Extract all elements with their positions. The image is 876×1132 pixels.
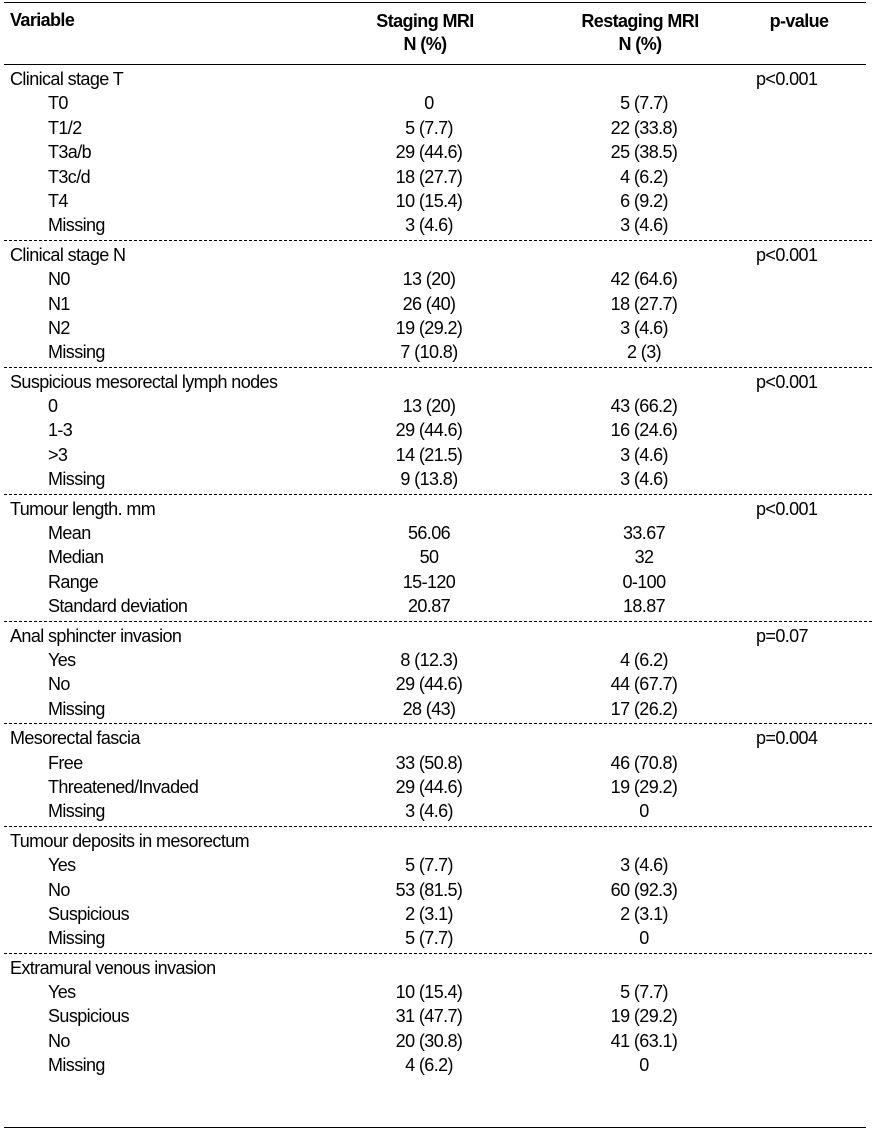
staging-value: 5 (7.7): [405, 928, 453, 949]
row-category: Missing: [48, 342, 105, 363]
table-row: [4, 853, 872, 877]
header-variable: Variable: [10, 10, 75, 30]
restaging-value: 2 (3): [626, 342, 661, 363]
restaging-value: 3 (4.6): [620, 444, 668, 465]
header-staging-title: Staging MRI: [376, 11, 474, 31]
restaging-value: 4 (6.2): [620, 649, 668, 670]
staging-value: 26 (40): [402, 293, 456, 314]
variable-group: [4, 495, 872, 622]
row-category: 1-3: [48, 420, 73, 441]
row-category: Yes: [48, 649, 76, 670]
table-row: [4, 1029, 872, 1053]
row-category: N2: [48, 317, 70, 338]
restaging-value: 60 (92.3): [610, 879, 678, 900]
table-row: [4, 340, 872, 364]
group-p-value: p<0.001: [756, 371, 818, 392]
restaging-value: 19 (29.2): [610, 776, 678, 797]
table-row: [4, 545, 872, 569]
restaging-value: 22 (33.8): [610, 117, 678, 138]
staging-value: 3 (4.6): [405, 801, 453, 822]
header-restaging-mri: [560, 10, 720, 56]
staging-value: 33 (50.8): [395, 752, 463, 773]
restaging-value: 0: [639, 928, 649, 949]
group-label: Clinical stage N: [10, 244, 126, 265]
staging-value: 28 (43): [402, 698, 456, 719]
restaging-value: 18 (27.7): [610, 293, 678, 314]
group-label: Tumour deposits in mesorectum: [10, 830, 250, 851]
restaging-value: 0: [639, 1055, 649, 1076]
group-label: Suspicious mesorectal lymph nodes: [10, 371, 278, 392]
group-header-row: [4, 956, 872, 980]
table-header: [0, 4, 876, 64]
staging-value: 10 (15.4): [395, 982, 463, 1003]
restaging-value: 6 (9.2): [620, 190, 668, 211]
row-category: No: [48, 1030, 70, 1051]
restaging-value: 5 (7.7): [620, 982, 668, 1003]
table-row: [4, 91, 872, 115]
staging-value: 5 (7.7): [405, 855, 453, 876]
table-row: [4, 902, 872, 926]
row-category: Suspicious: [48, 903, 130, 924]
group-p-value: p=0.004: [756, 728, 818, 749]
row-category: Missing: [48, 928, 105, 949]
restaging-value: 4 (6.2): [620, 166, 668, 187]
row-category: Yes: [48, 982, 76, 1003]
staging-value: 29 (44.6): [395, 674, 463, 695]
staging-value: 14 (21.5): [395, 444, 463, 465]
staging-value: 13 (20): [402, 269, 456, 290]
row-category: No: [48, 879, 70, 900]
restaging-value: 43 (66.2): [610, 396, 678, 417]
table-row: [4, 140, 872, 164]
row-category: Standard deviation: [48, 596, 188, 617]
table-row: [4, 775, 872, 799]
group-header-row: [4, 726, 872, 750]
restaging-value: 46 (70.8): [610, 752, 678, 773]
row-category: 0: [48, 396, 58, 417]
row-category: >3: [48, 444, 68, 465]
row-category: Range: [48, 571, 99, 592]
group-p-value: p=0.07: [756, 625, 808, 646]
table-row: [4, 267, 872, 291]
staging-value: 2 (3.1): [405, 903, 453, 924]
restaging-value: 3 (4.6): [620, 469, 668, 490]
staging-value: 31 (47.7): [395, 1006, 463, 1027]
row-category: Mean: [48, 523, 91, 544]
staging-value: 20 (30.8): [395, 1030, 463, 1051]
group-header-row: [4, 624, 872, 648]
table-row: [4, 648, 872, 672]
table-row: [4, 418, 872, 442]
table-row: [4, 1004, 872, 1028]
restaging-value: 41 (63.1): [610, 1030, 678, 1051]
table-row: [4, 521, 872, 545]
row-category: Threatened/Invaded: [48, 776, 199, 797]
group-p-value: p<0.001: [756, 69, 818, 89]
staging-value: 0: [424, 93, 434, 114]
row-category: N1: [48, 293, 70, 314]
row-category: Missing: [48, 215, 105, 236]
table-row: [4, 799, 872, 823]
row-category: T3a/b: [48, 142, 92, 163]
staging-value: 9 (13.8): [400, 469, 458, 490]
row-category: Median: [48, 547, 104, 568]
row-category: No: [48, 674, 70, 695]
table-row: [4, 116, 872, 140]
header-staging-unit: N (%): [403, 34, 447, 54]
row-category: Missing: [48, 469, 105, 490]
table-row: [4, 697, 872, 721]
row-category: Suspicious: [48, 1006, 130, 1027]
variable-group: [4, 724, 872, 827]
table-row: [4, 443, 872, 467]
restaging-value: 5 (7.7): [620, 93, 668, 114]
row-category: T4: [48, 190, 68, 211]
staging-value: 56.06: [407, 523, 451, 544]
row-category: Missing: [48, 698, 105, 719]
group-header-row: [4, 370, 872, 394]
group-header-row: [4, 829, 872, 853]
table-row: [4, 467, 872, 491]
table-row: [4, 570, 872, 594]
group-label: Clinical stage T: [10, 69, 124, 89]
row-category: Yes: [48, 855, 76, 876]
group-header-row: [4, 67, 872, 91]
restaging-value: 32: [634, 547, 654, 568]
table-top-rule: [4, 2, 866, 3]
table-row: [4, 672, 872, 696]
restaging-value: 16 (24.6): [610, 420, 678, 441]
row-category: T1/2: [48, 117, 82, 138]
staging-value: 29 (44.6): [395, 420, 463, 441]
staging-value: 29 (44.6): [395, 776, 463, 797]
restaging-value: 3 (4.6): [620, 317, 668, 338]
restaging-value: 19 (29.2): [610, 1006, 678, 1027]
staging-value: 4 (6.2): [405, 1055, 453, 1076]
restaging-value: 3 (4.6): [620, 855, 668, 876]
staging-value: 13 (20): [402, 396, 456, 417]
group-label: Mesorectal fascia: [10, 728, 140, 749]
staging-value: 10 (15.4): [395, 190, 463, 211]
table-row: [4, 394, 872, 418]
restaging-value: 42 (64.6): [610, 269, 678, 290]
table-row: [4, 980, 872, 1004]
table-row: [4, 594, 872, 618]
group-header-row: [4, 497, 872, 521]
staging-value: 7 (10.8): [400, 342, 458, 363]
staging-value: 50: [419, 547, 439, 568]
restaging-value: 2 (3.1): [620, 903, 668, 924]
table-row: [4, 316, 872, 340]
staging-value: 29 (44.6): [395, 142, 463, 163]
row-category: Free: [48, 752, 83, 773]
table-body: [0, 65, 876, 1080]
staging-value: 8 (12.3): [400, 649, 458, 670]
variable-group: [4, 954, 872, 1080]
row-category: T0: [48, 93, 68, 114]
staging-value: 3 (4.6): [405, 215, 453, 236]
table-row: [4, 292, 872, 316]
group-p-value: p<0.001: [756, 498, 818, 519]
row-category: N0: [48, 269, 70, 290]
group-p-value: p<0.001: [756, 244, 818, 265]
staging-value: 5 (7.7): [405, 117, 453, 138]
table-row: [4, 213, 872, 237]
restaging-value: 17 (26.2): [610, 698, 678, 719]
restaging-value: 18.87: [622, 596, 666, 617]
restaging-value: 3 (4.6): [620, 215, 668, 236]
table-row: [4, 751, 872, 775]
staging-value: 19 (29.2): [395, 317, 463, 338]
row-category: Missing: [48, 1055, 105, 1076]
restaging-value: 33.67: [622, 523, 666, 544]
header-restaging-unit: N (%): [618, 34, 662, 54]
variable-group: [4, 65, 872, 241]
header-restaging-title: Restaging MRI: [581, 11, 699, 31]
table-row: [4, 189, 872, 213]
variable-group: [4, 622, 872, 725]
staging-value: 20.87: [407, 596, 451, 617]
staging-value: 15-120: [402, 571, 456, 592]
staging-value: 53 (81.5): [395, 879, 463, 900]
variable-group: [4, 241, 872, 368]
row-category: Missing: [48, 801, 105, 822]
group-label: Tumour length. mm: [10, 498, 156, 519]
table-row: [4, 878, 872, 902]
restaging-value: 0-100: [622, 571, 666, 592]
restaging-value: 25 (38.5): [610, 142, 678, 163]
group-label: Extramural venous invasion: [10, 957, 216, 978]
restaging-value: 0: [639, 801, 649, 822]
table-row: [4, 165, 872, 189]
header-staging-mri: [360, 10, 490, 56]
row-category: T3c/d: [48, 166, 91, 187]
group-label: Anal sphincter invasion: [10, 625, 182, 646]
table-bottom-rule: [4, 1127, 866, 1128]
header-p-value: p-value: [769, 11, 829, 31]
variable-group: [4, 827, 872, 954]
staging-value: 18 (27.7): [395, 166, 463, 187]
variable-group: [4, 368, 872, 495]
group-header-row: [4, 243, 872, 267]
restaging-value: 44 (67.7): [610, 674, 678, 695]
table-row: [4, 1053, 872, 1077]
table-row: [4, 926, 872, 950]
